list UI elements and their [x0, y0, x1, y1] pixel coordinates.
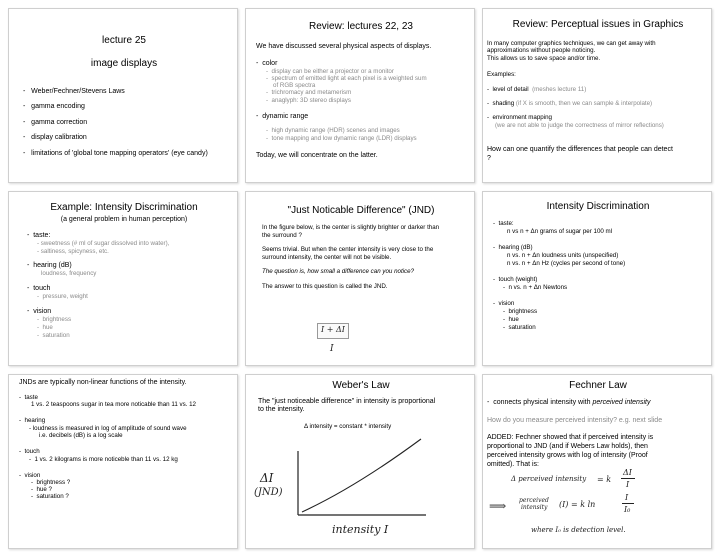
slide-jnd-nonlinear — [8, 374, 238, 549]
list-item: - gamma correction — [23, 119, 88, 126]
slide-title: Review: Perceptual issues in Graphics — [512, 19, 684, 30]
eq1-fraction-bar — [621, 478, 635, 479]
sub-item: - saltiness, spicyness, etc. — [37, 248, 109, 255]
examples-label: Examples: — [487, 71, 516, 78]
formula: Δ intensity = constant * intensity — [304, 423, 392, 430]
slide-title: Intensity Discrimination — [546, 201, 650, 212]
paragraph: the surround ? — [262, 232, 302, 239]
sub-item: - saturation ? — [31, 493, 69, 500]
list-item: - gamma encoding — [23, 103, 85, 110]
slide-subtitle: image displays — [90, 58, 158, 69]
slide-intensity-discrimination-example — [8, 191, 238, 366]
intro-text: In many computer graphics techniques, we can get away with — [487, 40, 656, 47]
list-item: - touch (weight) — [493, 276, 538, 283]
closing-text: Today, we will concentrate on the latter. — [256, 152, 378, 159]
eq2-lhs-1: perceived — [519, 497, 549, 504]
list-item: - environment mapping — [487, 114, 553, 121]
sub-item: of RGB spectra — [273, 82, 316, 89]
list-item: - level of detail (meshes lecture 11) — [487, 86, 587, 93]
slide-intensity-discrimination — [482, 191, 712, 366]
paragraph: The answer to this question is called the JND. — [262, 283, 388, 290]
list-item: - touch — [27, 285, 51, 292]
list-item: - dynamic range — [256, 113, 309, 120]
paragraph: perceived intensity grows with log of intensity (Proof — [487, 452, 648, 459]
slide-perceptual-issues — [482, 8, 712, 183]
y-label-bottom: (JND) — [254, 487, 283, 498]
slide-title: "Just Noticable Difference" (JND) — [287, 205, 435, 216]
sub-item: - brightness ? — [31, 479, 71, 486]
list-item: - taste: — [493, 220, 514, 227]
eq2-numerator: I — [625, 493, 629, 502]
list-item: - color — [256, 60, 278, 67]
eq1-lhs: Δ perceived intensity — [511, 475, 587, 483]
paragraph: ADDED: Fechner showed that if perceived intensity is — [487, 434, 654, 441]
list-item: - taste — [19, 394, 38, 401]
list-item: - touch — [19, 448, 40, 455]
slide-lecture-title — [8, 8, 238, 183]
sub-item: n vs. n + Δn Hz (cycles per second of tone) — [507, 260, 626, 267]
list-item: - vision — [27, 308, 52, 315]
eq2-fraction-bar — [622, 503, 634, 504]
paragraph: proportional to JND (and if Webers Law holds), then — [487, 443, 648, 450]
question-text: How can one quantify the differences that people can detect — [487, 146, 673, 153]
sub-item: n vs n + Δn grams of sugar per 100 ml — [507, 228, 613, 235]
list-item: - hearing (dB) — [27, 262, 72, 269]
sub-item: - hue — [37, 324, 53, 331]
implies-arrow-icon: ⟹ — [489, 499, 507, 513]
sub-item: - pressure, weight — [37, 293, 88, 300]
sub-item: - anaglyph: 3D stereo displays — [266, 97, 351, 104]
x-label: intensity I — [332, 523, 389, 536]
eq1-rhs: = k — [597, 475, 612, 484]
list-item: - shading (if X is smooth, then we can sample & interpolate) — [487, 100, 653, 107]
sub-item: - brightness — [37, 316, 72, 323]
paragraph: How do you measure perceived intensity? e.g. next slide — [487, 417, 663, 424]
intro-text: JNDs are typically non-linear functions of the intensity. — [19, 379, 187, 386]
list-item: - Weber/Fechner/Stevens Laws — [23, 88, 125, 95]
sub-item: - trichromacy and metamerism — [266, 89, 352, 96]
list-item: - taste: — [27, 232, 51, 239]
paragraph: In the figure below, is the center is slightly brighter or darker than — [262, 224, 440, 231]
paragraph: to the intensity. — [258, 406, 305, 413]
sub-item: n vs. n + Δn loudness units (unspecified) — [507, 252, 619, 259]
paragraph: The question is, how small a difference can you notice? — [262, 268, 415, 275]
sub-item: i.e. decibels (dB) is a log scale — [39, 432, 123, 439]
sub-item: - loudness is measured in log of amplitude of sound wave — [29, 425, 187, 432]
y-label-top: ΔI — [260, 471, 274, 485]
slide-subtitle: (a general problem in human perception) — [60, 216, 188, 223]
slide-title: Weber's Law — [332, 380, 390, 391]
slide-title: Example: Intensity Discrimination — [50, 202, 198, 213]
slide-fechner-law — [482, 374, 712, 549]
eq2-denominator: I₀ — [624, 505, 631, 514]
jnd-figure-top-label: I + ΔI — [321, 325, 345, 334]
eq2-mid: (I) = k ln — [559, 500, 596, 509]
jnd-figure-bottom-label: I — [330, 344, 334, 354]
slide-title: Review: lectures 22, 23 — [309, 21, 413, 32]
eq1-denominator: I — [626, 480, 630, 489]
list-item: - hearing (dB) — [493, 244, 533, 251]
slide-jnd — [245, 191, 475, 366]
paragraph: surround intensity, the center will not be visible. — [262, 254, 392, 261]
list-item: - vision — [19, 472, 41, 479]
paragraph: omitted). That is: — [487, 461, 540, 468]
list-item: - connects physical intensity with perceived intensity — [487, 399, 651, 406]
sub-item: - sweetness (# ml of sugar dissolved into water), — [37, 240, 170, 247]
question-text: ? — [487, 155, 491, 162]
list-item: - display calibration — [23, 134, 87, 141]
sub-item: - hue — [503, 316, 519, 323]
eq1-numerator: ΔI — [623, 468, 632, 477]
paragraph: Seems trivial. But when the center intensity is very close to the — [262, 246, 434, 253]
sub-item: - display can be either a projector or a monitor — [266, 68, 394, 75]
sub-item: (we are not able to judge the correctness of mirror reflections) — [495, 122, 664, 129]
sub-item: - spectrum of emitted light at each pixel is a weighted sum — [266, 75, 427, 82]
list-item: - vision — [493, 300, 515, 307]
slide-title: Fechner Law — [569, 380, 627, 391]
intro-text: approximations without people noticing. — [487, 47, 596, 54]
slide-title: lecture 25 — [102, 35, 146, 46]
sub-item: - saturation — [37, 332, 70, 339]
eq2-lhs-2: intensity — [521, 504, 548, 511]
list-item: - hearing — [19, 417, 46, 424]
slide-review-lectures — [245, 8, 475, 183]
intro-text: This allows us to save space and/or time. — [487, 55, 601, 62]
sub-item: - n vs. n + Δn Newtons — [503, 284, 568, 291]
eq3: where I₀ is detection level. — [531, 526, 626, 534]
sub-item: - hue ? — [31, 486, 52, 493]
paragraph: The "just noticeable difference" in intensity is proportional — [258, 398, 436, 405]
intro-text: We have discussed several physical aspects of displays. — [256, 43, 432, 50]
list-item: - limitations of 'global tone mapping operators' (eye candy) — [23, 150, 208, 157]
sub-item: loudness, frequency — [41, 270, 97, 277]
sub-item: 1 vs. 2 teaspoons sugar in tea more noticable than 11 vs. 12 — [31, 401, 196, 408]
slide-webers-law — [245, 374, 475, 549]
sub-item: - high dynamic range (HDR) scenes and images — [266, 127, 400, 134]
sub-item: - 1 vs. 2 kilograms is more noticeble than 11 vs. 12 kg — [29, 456, 178, 463]
sub-item: - tone mapping and low dynamic range (LDR) displays — [266, 135, 417, 142]
sub-item: - saturation — [503, 324, 536, 331]
sub-item: - brightness — [503, 308, 538, 315]
jnd-line — [302, 439, 421, 512]
